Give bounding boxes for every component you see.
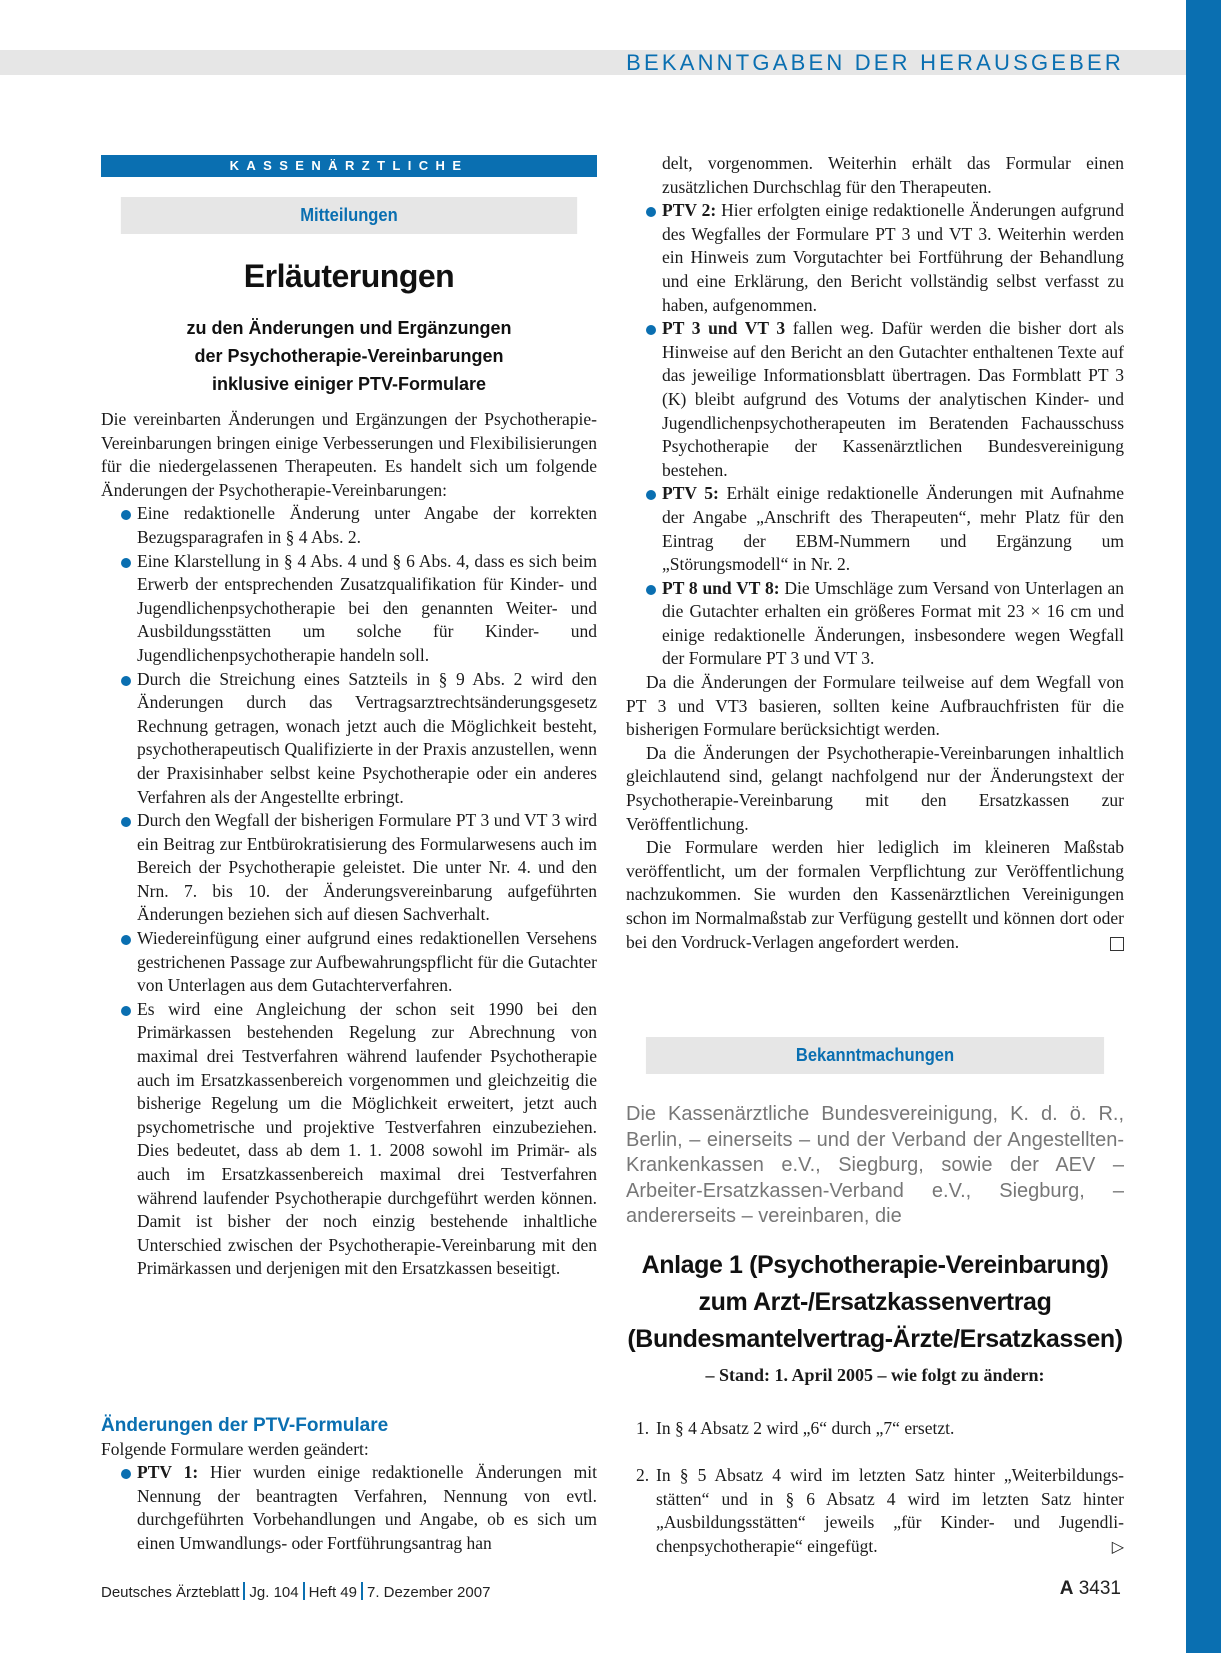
intro-paragraph: Die vereinbarten Änderungen und Ergänzungen der Psychotherapie-Vereinbarungen bringen einige Verbesserungen und Flexibilisierungen für die niedergelassenen Therapeuten. Es handelt sich um folgende Änderungen der Psychotherapie-Vereinbarungen: — [101, 409, 597, 500]
list-item-text: Die Umschläge zum Versand von Unterlagen an die Gutachter erhalten ein größeres Format mit 23 × 16 cm und einige redaktionelle Änderungen, insbesondere wegen Wegfall der Formulare PT 3 und VT 3. — [662, 577, 1124, 669]
left-body — [101, 408, 597, 1281]
list-item — [101, 809, 597, 927]
list-item — [101, 668, 597, 810]
list-item — [101, 550, 597, 668]
anlage-line: (Bundesmantelvertrag-Ärzte/Ersatzkassen) — [627, 1325, 1123, 1353]
item-label: PT 3 und VT 3 — [662, 318, 786, 339]
bullet-icon — [121, 1006, 131, 1016]
bullet-icon — [121, 676, 131, 686]
list-item — [626, 482, 1124, 576]
page-number-value: 3431 — [1078, 1578, 1121, 1599]
item-label: PTV 5: — [662, 483, 719, 504]
article-subtitle — [101, 314, 597, 398]
separator — [361, 1582, 363, 1600]
paragraph — [626, 836, 1124, 954]
list-item-text: Durch die Streichung eines Satzteils in § 9 Abs. 2 wird den Änderungen durch das Vertragsarztrechtsänderungsgesetz Rechnung getragen, wonach jetzt auch die Möglichkeit besteht, psychotherapeutisch Qualifizierte in der Praxis anzustellen, wenn der Praxisinhaber selbst keine Psychotherapie oder ein anderes Verfahren als der Angestellte erbringt. — [137, 668, 597, 807]
list-item-text: Durch den Wegfall der bisherigen Formulare PT 3 und VT 3 wird ein Beitrag zur Entbürokratisierung des Formularwesens auch im Bereich der Psychotherapie geleistet. Die unter Nr. 4. und den Nrn. 7. bis 10. der Änderungsvereinbarung aufgeführten Änderungen beziehen sich auf diesen Sachverhalt. — [137, 810, 597, 925]
list-item-text: Eine redaktionelle Änderung unter Angabe der korrekten Bezugsparagrafen in § 4 Abs. 2. — [137, 503, 597, 547]
subtitle-line: der Psychotherapie-Vereinbarungen — [194, 346, 504, 366]
bullet-icon — [121, 935, 131, 945]
paragraph-text: Die Formulare werden hier lediglich im kleineren Maßstab veröffentlicht, um der formalen Verpflichtung zur Veröffentlichung nachzukommen. Sie wurden den Kassenärztlichen Vereinigungen schon im Normalmaßstab zur Verfügung gestellt und können dort oder bei den Vordruck-Verlagen angefordert werden. — [626, 837, 1124, 952]
ptv-section — [101, 1414, 597, 1556]
list-item-text: Hier erfolgten einige redaktionelle Änderungen aufgrund des Wegfalles der Formulare PT 3 und VT 3. Weiterhin werden ein Hinweis zum Vorgutachter bei Fortführung der Behandlung und eine Erklärung, den Bericht vollständig selbst verfasst zu haben, aufgenommen. — [662, 200, 1124, 315]
bullet-icon — [121, 1469, 131, 1479]
issue-date: 7. Dezember 2007 — [367, 1584, 491, 1601]
bullet-icon — [121, 510, 131, 520]
ptv-list-continued — [626, 152, 1124, 671]
ptv-list — [101, 1461, 597, 1555]
article-title: Erläuterungen — [243, 258, 455, 294]
list-item — [101, 927, 597, 998]
list-item — [101, 502, 597, 549]
list-item — [626, 199, 1124, 317]
page-number — [1060, 1578, 1121, 1600]
header-band — [0, 50, 1186, 75]
subtitle-line: inklusive einiger PTV-Formulare — [211, 374, 487, 394]
enum-item — [626, 1417, 1124, 1441]
paragraph: Da die Änderungen der Formulare teilweise auf dem Wegfall von PT 3 und VT3 basieren, sollten keine Aufbrauchfristen für die bisherigen Formulare berücksichtigt werden. — [626, 672, 1124, 740]
list-item-text: delt, vorgenommen. Weiterhin erhält das Formular einen zusätzlichen Durchschlag für den Therapeuten. — [662, 153, 1124, 197]
list-item-text: Eine Klarstellung in § 4 Abs. 4 und § 6 Abs. 4, dass es sich beim Erwerb der entsprechenden Zusatzqualifikation für Kinder- und Jugendlichenpsychotherapie bei den genannten Weiter- und Ausbildungsstätten um solche für Kinder- und Jugendlichenpsychotherapie handeln soll. — [137, 550, 597, 665]
anlage-line: zum Arzt-/Ersatzkassenvertrag — [698, 1288, 1052, 1316]
bullet-icon — [646, 585, 656, 595]
org-bar: KASSENÄRZTLICHE BUNDESVEREINIGUNG — [101, 155, 597, 177]
volume: Jg. 104 — [249, 1584, 299, 1601]
list-item — [101, 998, 597, 1281]
subtitle-line: zu den Änderungen und Ergänzungen — [186, 318, 512, 338]
item-label: PTV 1: — [137, 1462, 199, 1483]
enum-text: In § 5 Absatz 4 wird im letzten Satz hinter „Weiterbildungsstätten“ und in § 6 Absatz 4 wird im letzten Satz hinter „Ausbildungsstätten“ jeweils „für Kinder- und Jugendlichenpsychotherapie“ eingefügt. — [656, 1465, 1124, 1556]
list-item — [626, 152, 1124, 199]
page-prefix: A — [1059, 1578, 1074, 1599]
list-item-text: Wiedereinfügung einer aufgrund eines redaktionellen Versehens gestrichenen Passage zur Aufbewahrungspflicht für die Gutachter von Unterlagen aus dem Gutachterverfahren. — [137, 928, 597, 996]
paragraph: Da die Änderungen der Psychotherapie-Vereinbarungen inhaltlich gleichlautend sind, gelangt nachfolgend nur der Änderungstext der Psychotherapie-Vereinbarung mit den Ersatzkassen zur Veröffentlichung. — [626, 742, 1124, 834]
anlage-line: Anlage 1 (Psychotherapie-Vereinbarung) — [641, 1251, 1109, 1279]
enum-item — [626, 1464, 1124, 1558]
bullet-icon — [646, 490, 656, 500]
list-item-text: Hier wurden einige redaktionelle Änderungen mit Nennung der beantragten Verfahren, Nennung von evtl. durchgeführten Vorbehandlungen und Angabe, ob es sich um einen Umwandlungs- oder Fortführungsantrag han — [137, 1462, 597, 1553]
bullet-icon — [646, 325, 656, 335]
bullet-icon — [646, 207, 656, 217]
enum-number: 1. — [636, 1418, 650, 1438]
change-list — [101, 502, 597, 1281]
ptv-heading: Änderungen der PTV-Formulare — [101, 1415, 389, 1436]
item-label: PT 8 und VT 8: — [662, 577, 780, 598]
continue-arrow-icon: ▷ — [1111, 1536, 1124, 1556]
journal-name: Deutsches Ärzteblatt — [101, 1584, 240, 1601]
list-item — [101, 1461, 597, 1555]
bekanntmachungen-box: Bekanntmachungen — [646, 1037, 1104, 1074]
list-item — [626, 317, 1124, 482]
stand-line: – Stand: 1. April 2005 – wie folgt zu ändern: — [705, 1365, 1045, 1385]
item-label: PTV 2: — [662, 200, 717, 221]
bullet-icon — [121, 817, 131, 827]
enum-number: 2. — [636, 1465, 650, 1485]
end-of-article-icon — [1110, 937, 1124, 951]
bullet-icon — [121, 558, 131, 568]
mitteilungen-box: Mitteilungen — [121, 197, 577, 234]
section-title: BEKANNTGABEN DER HERAUSGEBER — [626, 50, 1124, 75]
blue-side-strip — [1186, 0, 1221, 1653]
agreement-intro: Die Kassenärztliche Bundesvereinigung, K. d. ö. R., Berlin, – einerseits – und der Verband der Angestellten-Krankenkassen e.V., Siegburg, sowie der AEV – Arbeiter-Ersatzkassen-Verband e.V., Siegburg, – andererseits – vereinbaren, die — [626, 1103, 1124, 1227]
issue: Heft 49 — [308, 1584, 357, 1601]
right-body — [626, 152, 1124, 954]
footer — [101, 1582, 490, 1601]
separator — [243, 1582, 245, 1600]
list-item-text: fallen weg. Dafür werden die bisher dort als Hinweise auf den Bericht an den Gutachter enthaltenen Texte auf das jeweilige Informationsblatt übertragen. Das Formblatt PT 3 (K) bleibt aufgrund des Votums der analytischen Kinder- und Jugendlichenpsychotherapeuten im Beratenden Fachausschuss Psychotherapie der Kassenärztlichen Bundesvereinigung bestehen. — [662, 318, 1124, 480]
list-item — [626, 577, 1124, 671]
enum-text-wrap — [656, 1464, 1124, 1558]
list-item-text: Erhält einige redaktionelle Änderungen mit Aufnahme der Angabe „Anschrift des Therapeuten“, mehr Platz für den Eintrag der EBM-Nummern und Ergänzung um „Störungsmodell“ in Nr. 2. — [662, 483, 1124, 575]
ptv-intro: Folgende Formulare werden geändert: — [101, 1438, 369, 1459]
list-item-text: Es wird eine Angleichung der schon seit 1990 bei den Primärkassen bestehenden Regelung zur Abrechnung von maximal drei Testverfahren während laufender Psychotherapie auch im Ersatzkassenbereich vorgenommen und gleichzeitig die bisherige Regelung um die Möglichkeit erweitert, jetzt auch psychometrische und projektive Testverfahren einzubeziehen. Dies bedeutet, dass ab dem 1. 1. 2008 sowohl im Primär- als auch im Ersatzkassenbereich maximal drei Testverfahren während laufender Psychotherapie durchgeführt werden können. Damit ist bisher der noch einzig bestehende inhaltliche Unterschied zwischen der Psychotherapie-Vereinbarung mit den Primärkassen und derjenigen mit den Ersatzkassen beseitigt. — [137, 998, 597, 1279]
enum-text: In § 4 Absatz 2 wird „6“ durch „7“ ersetzt. — [656, 1418, 955, 1438]
anlage-title — [626, 1247, 1124, 1358]
separator — [303, 1582, 305, 1600]
